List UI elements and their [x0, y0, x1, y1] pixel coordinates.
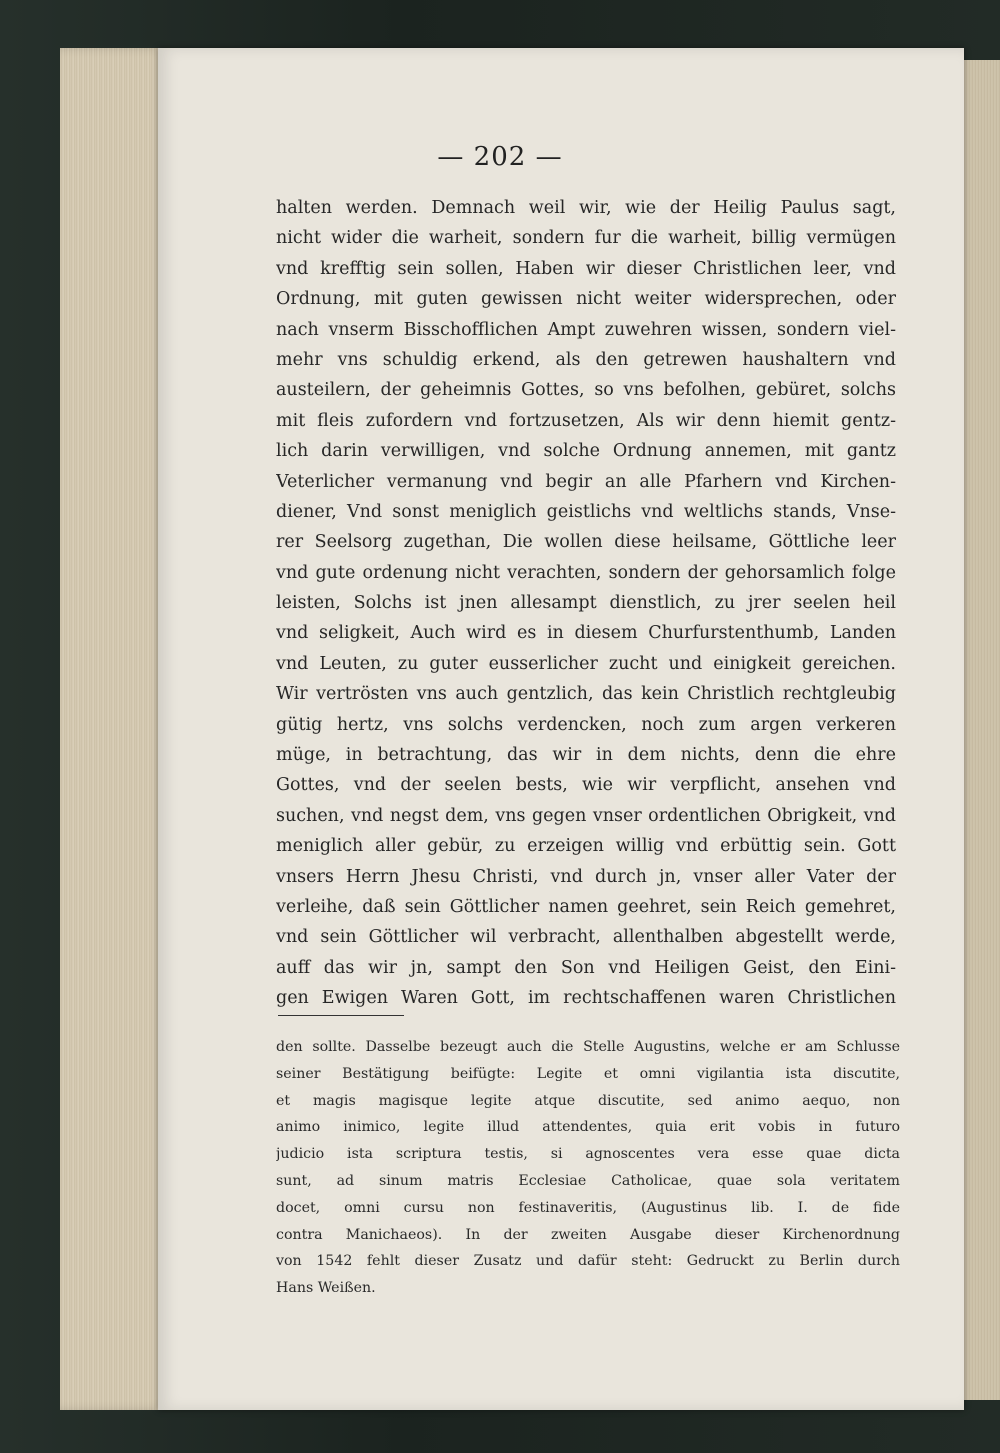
text-line: nicht wider die warheit, sondern fur die warheit, billig vermügen: [276, 228, 896, 249]
footnote-line: docet, omni cursu non festinaveritis, (Augustinus lib. I. de fide: [276, 1199, 900, 1216]
footnote-line: animo inimico, legite illud attendentes, quia erit vobis in futuro: [276, 1119, 900, 1136]
text-line: suchen, vnd negst dem, vns gegen vnser ordentlichen Obrigkeit, vnd: [276, 805, 896, 826]
footnote-line: sunt, ad sinum matris Ecclesiae Catholicae, quae sola veritatem: [276, 1172, 900, 1189]
text-line: nach vnserm Bisschofflichen Ampt zuwehren wissen, sondern viel-: [276, 319, 896, 340]
text-line: Ordnung, mit guten gewissen nicht weiter widersprechen, oder: [276, 289, 896, 310]
text-line: Gottes, vnd der seelen bests, wie wir verpflicht, ansehen vnd: [276, 775, 896, 796]
text-line: lich darin verwilligen, vnd solche Ordnung annemen, mit gantz: [276, 441, 896, 462]
text-line: mit fleis zufordern vnd fortzusetzen, Als wir denn hiemit gentz-: [276, 410, 896, 431]
text-line: Veterlicher vermanung vnd begir an alle Pfarhern vnd Kirchen-: [276, 471, 896, 492]
text-line: verleihe, daß sein Göttlicher namen geehret, sein Reich gemehret,: [276, 896, 896, 917]
footnote-line: von 1542 fehlt dieser Zusatz und dafür steht: Gedruckt zu Berlin durch: [276, 1253, 900, 1270]
text-line: gen Ewigen Waren Gott, im rechtschaffenen waren Christlichen: [276, 988, 896, 1009]
footnote-line: judicio ista scriptura testis, si agnoscentes vera esse quae dicta: [276, 1146, 900, 1163]
text-line: auff das wir jn, sampt den Son vnd Heiligen Geist, den Eini-: [276, 957, 896, 978]
text-line: austeilern, der geheimnis Gottes, so vns befolhen, gebüret, solchs: [276, 380, 896, 401]
text-line: halten werden. Demnach weil wir, wie der Heilig Paulus sagt,: [276, 198, 896, 218]
text-line: rer Seelsorg zugethan, Die wollen diese heilsame, Göttliche leer: [276, 532, 896, 553]
text-line: diener, Vnd sonst meniglich geistlichs vnd weltlichs stands, Vnse-: [276, 501, 896, 522]
text-line: mehr vns schuldig erkend, als den getrewen haushaltern vnd: [276, 349, 896, 370]
text-line: meniglich aller gebür, zu erzeigen willig vnd erbüttig sein. Gott: [276, 836, 896, 857]
footnote: [276, 1034, 900, 1302]
page-stack-right: [962, 60, 1000, 1400]
text-line: vnd seligkeit, Auch wird es in diesem Churfurstenthumb, Landen: [276, 623, 896, 644]
text-line: gütig hertz, vns solchs verdencken, noch zum argen verkeren: [276, 714, 896, 735]
text-line: Wir vertrösten vns auch gentzlich, das kein Christlich rechtgleubig: [276, 684, 896, 705]
footnote-rule: [278, 1015, 404, 1016]
page-stack-left: [60, 48, 170, 1410]
text-line: vnd krefftig sein sollen, Haben wir dieser Christlichen leer, vnd: [276, 258, 896, 279]
footnote-line: Hans Weißen.: [276, 1280, 376, 1297]
page-number: — 202 —: [437, 142, 563, 172]
footnote-line: contra Manichaeos). In der zweiten Ausgabe dieser Kirchenordnung: [276, 1226, 900, 1243]
text-line: leisten, Solchs ist jnen allesampt dienstlich, zu jrer seelen heil: [276, 593, 896, 614]
main-text: [276, 193, 896, 1014]
text-line: vnd sein Göttlicher wil verbracht, allenthalben abgestellt werde,: [276, 927, 896, 948]
footnote-line: seiner Bestätigung beifügte: Legite et omni vigilantia ista discutite,: [276, 1065, 900, 1082]
footnote-line: et magis magisque legite atque discutite, sed animo aequo, non: [276, 1092, 900, 1109]
text-line: vnd gute ordenung nicht verachten, sondern der gehorsamlich folge: [276, 562, 896, 583]
text-line: müge, in betrachtung, das wir in dem nichts, denn die ehre: [276, 745, 896, 766]
text-line: vnd Leuten, zu guter eusserlicher zucht und einigkeit gereichen.: [276, 653, 896, 674]
text-line: vnsers Herrn Jhesu Christi, vnd durch jn, vnser aller Vater der: [276, 866, 896, 887]
footnote-line: den sollte. Dasselbe bezeugt auch die Stelle Augustins, welche er am Schlusse: [276, 1039, 900, 1055]
